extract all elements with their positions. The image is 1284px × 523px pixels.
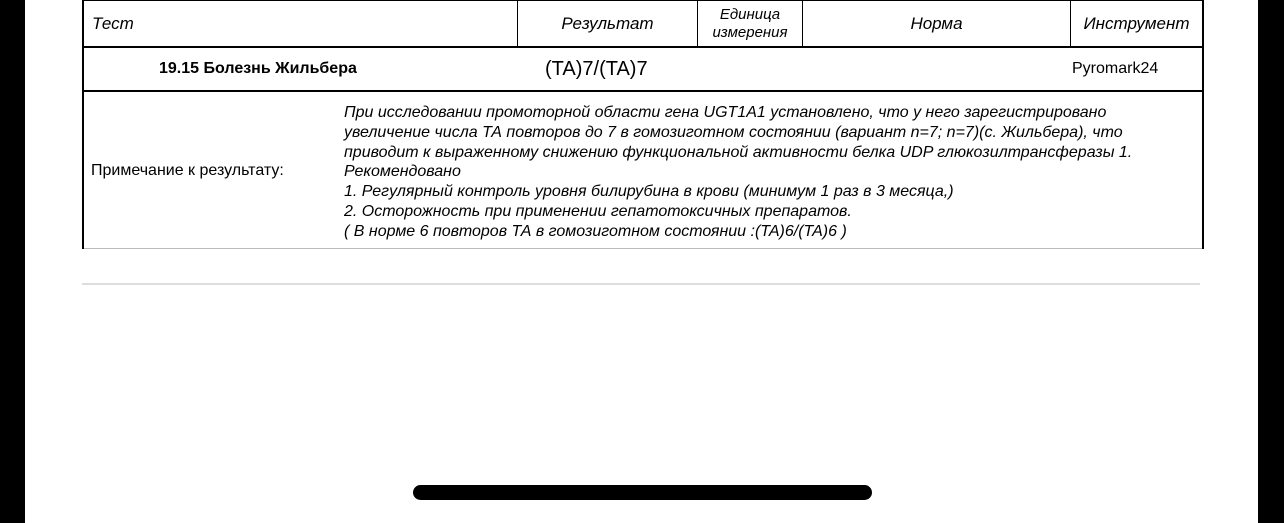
note-line: 2. Осторожность при применении гепатотоксичных препаратов. xyxy=(344,202,852,220)
home-indicator[interactable] xyxy=(413,485,872,500)
header-norm: Норма xyxy=(803,1,1071,46)
note-line: Рекомендовано xyxy=(344,163,461,181)
header-unit-line2: измерения xyxy=(712,23,788,41)
header-test: Тест xyxy=(84,1,518,46)
test-instrument: Pyromark24 xyxy=(1072,60,1159,77)
table-row xyxy=(84,48,1202,92)
document-page xyxy=(25,0,1258,523)
note-line: 1. Регулярный контроль уровня билирубина в крови (минимум 1 раз в 3 месяца,) xyxy=(344,183,954,201)
test-name: 19.15 Болезнь Жильбера xyxy=(159,60,357,77)
note-line: увеличение числа ТА повторов до 7 в гомозиготном состоянии (вариант n=7; n=7)(с. Жильбера), что xyxy=(344,123,1123,141)
note-line: приводит к выраженному снижению функциональной активности белка UDP глюкозилтрансферазы 1. xyxy=(344,143,1133,161)
header-result: Результат xyxy=(518,1,698,46)
note-line: ( В норме 6 повторов ТА в гомозиготном состоянии :(TA)6/(TA)6 ) xyxy=(344,222,847,240)
table-header xyxy=(84,0,1202,48)
divider xyxy=(82,283,1200,285)
note-text xyxy=(344,103,1132,242)
header-instrument: Инструмент xyxy=(1083,13,1190,33)
header-unit xyxy=(698,1,803,46)
results-table xyxy=(82,0,1204,249)
test-result: (TA)7/(TA)7 xyxy=(545,58,648,80)
note-label: Примечание к результату: xyxy=(91,162,284,179)
header-unit-line1: Единица xyxy=(719,5,781,23)
note-row xyxy=(84,92,1202,249)
note-line: При исследовании промоторной области гена UGT1A1 установлено, что у него зарегистрировано xyxy=(344,104,1107,121)
